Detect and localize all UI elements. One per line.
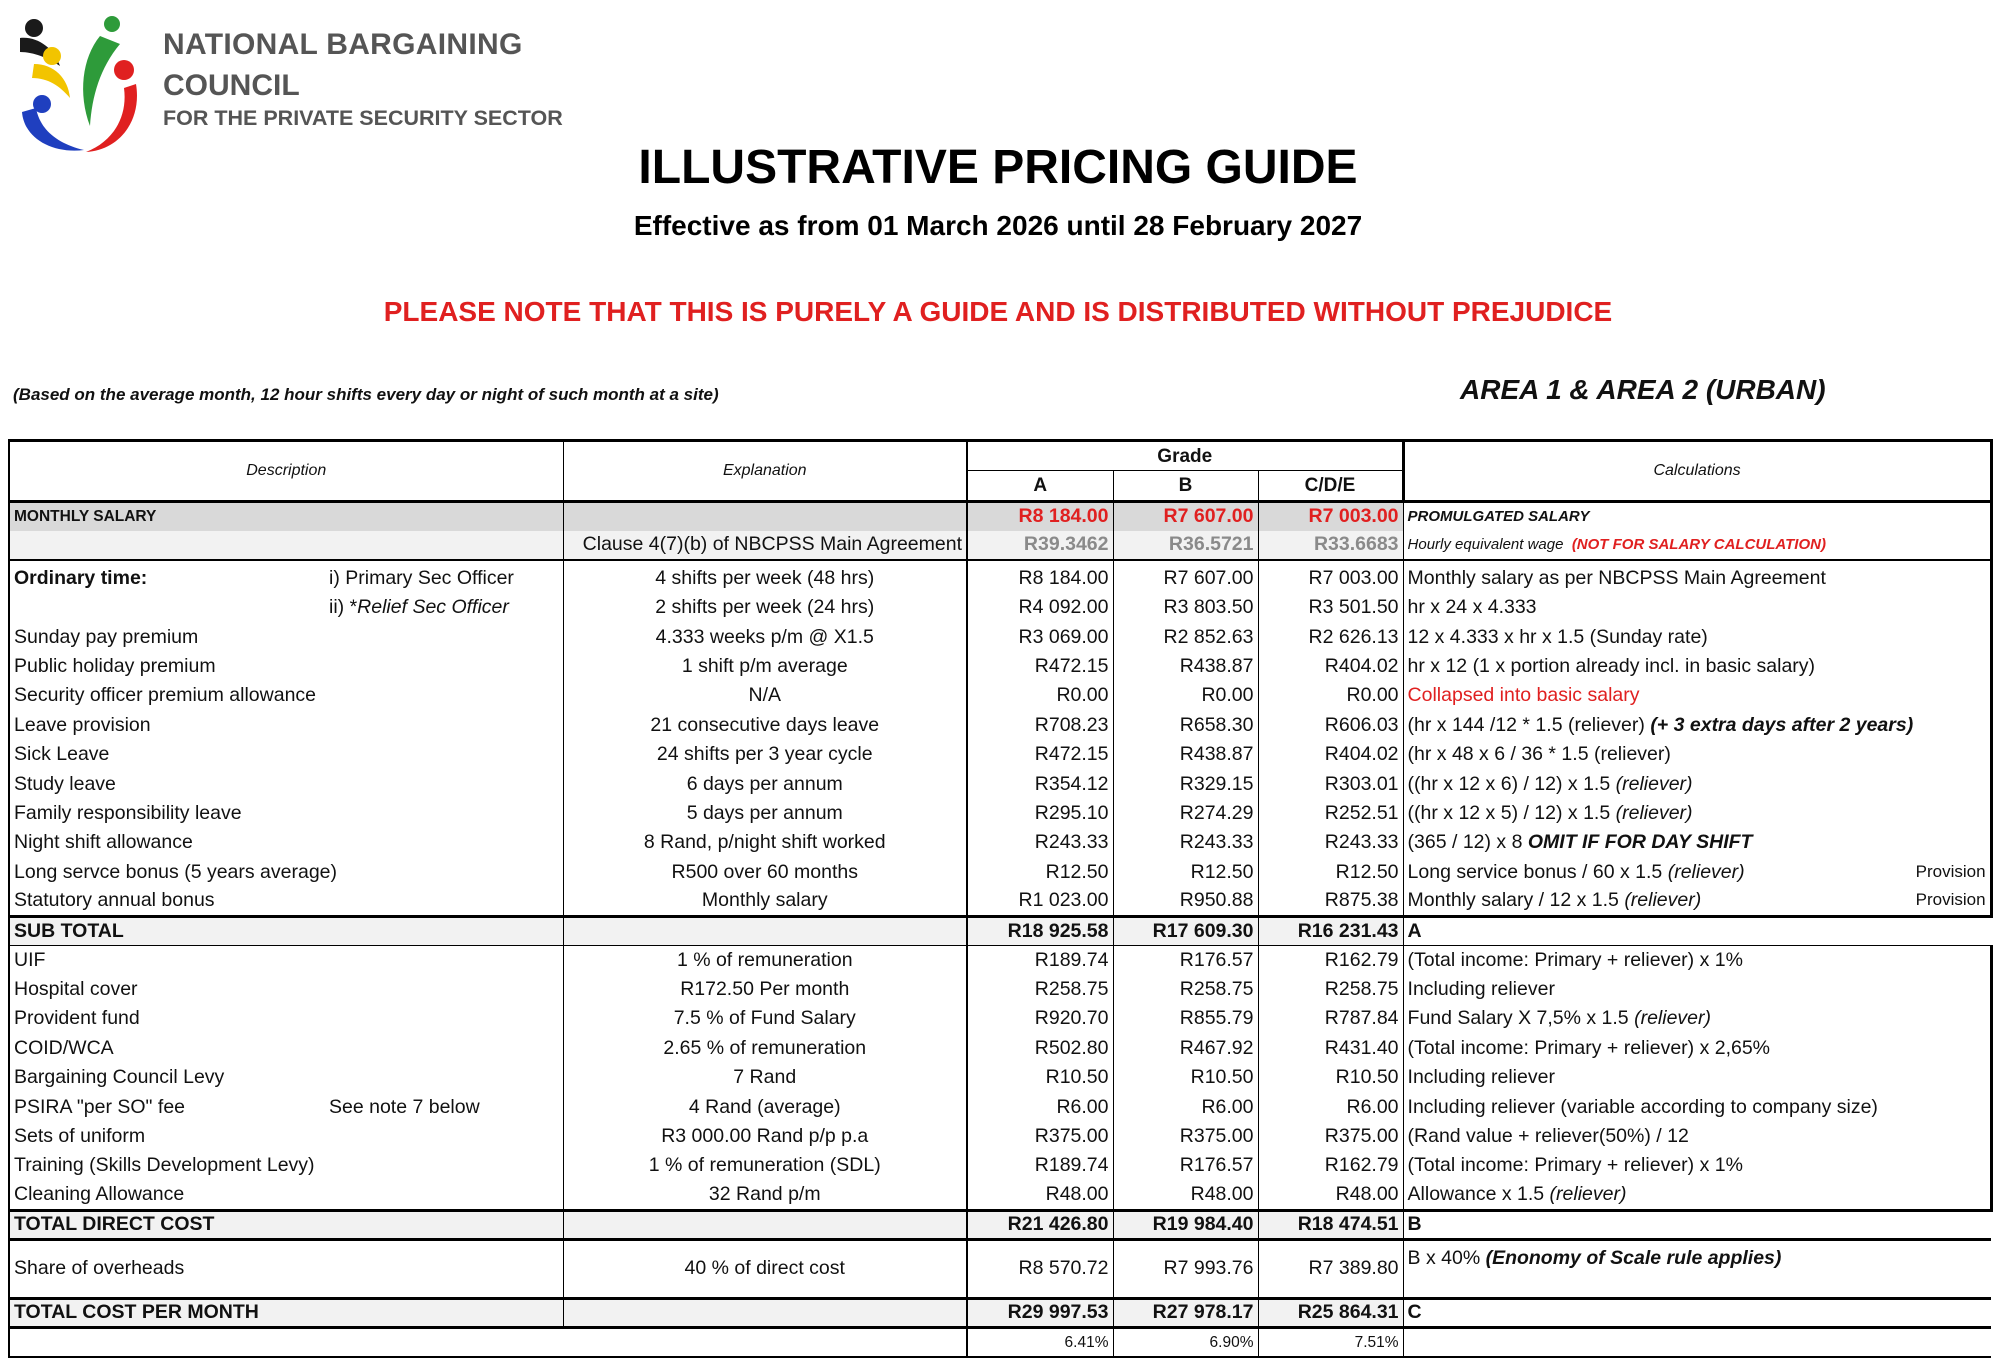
ordinary-primary-c: R7 003.00	[1258, 564, 1403, 593]
row-description: Hospital cover	[14, 978, 138, 1001]
row-calculation: Fund Salary X 7,5% x 1.5	[1407, 1007, 1629, 1030]
table-row	[9, 652, 1991, 681]
total-month-calc: C	[1403, 1298, 1991, 1327]
hourly-calc: Hourly equivalent wage	[1407, 536, 1564, 554]
row-value-b: R48.00	[1113, 1181, 1258, 1210]
row-description: Long servce bonus (5 years average)	[14, 860, 338, 883]
header-description: Description	[9, 441, 563, 502]
row-calculation: Allowance x 1.5	[1407, 1182, 1545, 1205]
row-value-b: R950.88	[1113, 887, 1258, 916]
row-explanation: R172.50 Per month	[563, 975, 967, 1004]
table-row	[9, 1005, 1991, 1034]
row-calculation: (Rand value + reliever(50%) / 12	[1407, 1124, 1689, 1147]
row-explanation: 8 Rand, p/night shift worked	[563, 828, 967, 857]
row-calculation: (hr x 144 /12 * 1.5 (reliever)	[1407, 713, 1645, 736]
header-calculations: Calculations	[1403, 441, 1991, 502]
basis-note: (Based on the average month, 12 hour shifts every day or night of such month at a site)	[13, 385, 719, 404]
row-description: PSIRA "per SO" fee	[14, 1095, 186, 1118]
row-description: COID/WCA	[14, 1036, 114, 1059]
table-row	[9, 1181, 1991, 1210]
table-row	[9, 1093, 1991, 1122]
nbcpss-logo-icon	[12, 8, 150, 158]
table-row	[9, 946, 1991, 975]
row-value-c: R2 626.13	[1258, 623, 1403, 652]
total-month-c: R25 864.31	[1258, 1298, 1403, 1327]
row-explanation: 7.5 % of Fund Salary	[563, 1005, 967, 1034]
hourly-calc-note: (NOT FOR SALARY CALCULATION)	[1571, 536, 1826, 554]
row-value-c: R787.84	[1258, 1005, 1403, 1034]
monthly-salary-calc: PROMULGATED SALARY	[1403, 501, 1991, 530]
row-description: Leave provision	[14, 713, 151, 736]
row-value-a: R502.80	[967, 1034, 1113, 1063]
row-note: See note 7 below	[329, 1095, 480, 1118]
row-value-b: R438.87	[1113, 740, 1258, 769]
header-grade: Grade	[967, 441, 1403, 471]
row-total-month	[9, 1298, 1991, 1327]
ordinary-label: Ordinary time:	[14, 566, 148, 589]
row-description: Provident fund	[14, 1007, 140, 1030]
row-value-c: R12.50	[1258, 858, 1403, 887]
row-description: Security officer premium allowance	[14, 684, 317, 707]
total-month-b: R27 978.17	[1113, 1298, 1258, 1327]
page-title: ILLUSTRATIVE PRICING GUIDE	[638, 141, 1358, 194]
ordinary-primary-calc: Monthly salary as per NBCPSS Main Agreement	[1403, 564, 1991, 593]
row-value-b: R375.00	[1113, 1122, 1258, 1151]
row-value-c: R303.01	[1258, 770, 1403, 799]
row-value-c: R252.51	[1258, 799, 1403, 828]
row-calculation: hr x 12 (1 x portion already incl. in basic salary)	[1407, 655, 1816, 678]
row-calculation: (hr x 48 x 6 / 36 * 1.5 (reliever)	[1407, 743, 1671, 766]
row-calculation: Including reliever (variable according to company size)	[1407, 1095, 1878, 1118]
row-value-b: R2 852.63	[1113, 623, 1258, 652]
row-value-a: R48.00	[967, 1181, 1113, 1210]
row-value-c: R404.02	[1258, 652, 1403, 681]
row-monthly-salary	[9, 501, 1991, 530]
row-description: UIF	[14, 948, 46, 971]
row-calculation: (Total income: Primary + reliever) x 1%	[1407, 948, 1743, 971]
row-total-direct	[9, 1210, 1991, 1239]
header-grade-cde: C/D/E	[1258, 471, 1403, 501]
percent-b: 6.90%	[1113, 1328, 1258, 1357]
ordinary-relief-prefix: ii) *	[329, 596, 358, 619]
percent-c: 7.51%	[1258, 1328, 1403, 1357]
row-value-c: R375.00	[1258, 1122, 1403, 1151]
row-calculation: (Total income: Primary + reliever) x 1%	[1407, 1154, 1743, 1177]
table-row	[9, 1063, 1991, 1092]
row-value-b: R274.29	[1113, 799, 1258, 828]
row-explanation: 1 % of remuneration	[563, 946, 967, 975]
ordinary-primary-b: R7 607.00	[1113, 564, 1258, 593]
table-row	[9, 740, 1991, 769]
row-description: Statutory annual bonus	[14, 889, 215, 912]
row-explanation: 21 consecutive days leave	[563, 711, 967, 740]
row-explanation: 5 days per annum	[563, 799, 967, 828]
table-row	[9, 1122, 1991, 1151]
row-value-b: R243.33	[1113, 828, 1258, 857]
row-calculation: 12 x 4.333 x hr x 1.5 (Sunday rate)	[1407, 625, 1708, 648]
row-calculation-extra: (reliever)	[1549, 1182, 1627, 1205]
row-value-b: R329.15	[1113, 770, 1258, 799]
row-calculation-extra: (reliever)	[1615, 801, 1693, 824]
ordinary-relief-expl: 2 shifts per week (24 hrs)	[563, 593, 967, 622]
percent-a: 6.41%	[967, 1328, 1113, 1357]
row-hourly	[9, 531, 1991, 560]
row-value-a: R375.00	[967, 1122, 1113, 1151]
subtotal-label: SUB TOTAL	[9, 916, 563, 945]
row-value-a: R258.75	[967, 975, 1113, 1004]
row-description: Family responsibility leave	[14, 801, 242, 824]
page-subtitle: Effective as from 01 March 2026 until 28 February 2027	[633, 210, 1363, 241]
row-description: Sets of uniform	[14, 1124, 146, 1147]
row-calculation-extra: (reliever)	[1624, 889, 1702, 912]
row-value-c: R404.02	[1258, 740, 1403, 769]
row-calculation: Including reliever	[1407, 978, 1555, 1001]
row-explanation: R3 000.00 Rand p/p p.a	[563, 1122, 967, 1151]
table-row	[9, 682, 1991, 711]
total-direct-c: R18 474.51	[1258, 1210, 1403, 1239]
row-explanation: 6 days per annum	[563, 770, 967, 799]
row-explanation: 24 shifts per 3 year cycle	[563, 740, 967, 769]
row-explanation: 32 Rand p/m	[563, 1181, 967, 1210]
row-value-c: R431.40	[1258, 1034, 1403, 1063]
row-value-b: R176.57	[1113, 1151, 1258, 1180]
hourly-b: R36.5721	[1113, 531, 1258, 560]
hourly-a: R39.3462	[967, 531, 1113, 560]
row-ordinary-relief	[9, 593, 1991, 622]
total-month-a: R29 997.53	[967, 1298, 1113, 1327]
overheads-calc-extra: (Enonomy of Scale rule applies)	[1485, 1247, 1782, 1269]
overheads-calc: B x 40%	[1407, 1247, 1481, 1269]
row-explanation: 1 shift p/m average	[563, 652, 967, 681]
org-name-line2: COUNCIL	[163, 69, 300, 102]
row-calculation-extra: (reliever)	[1634, 1007, 1712, 1030]
row-calculation: Including reliever	[1407, 1066, 1555, 1089]
overheads-a: R8 570.72	[967, 1240, 1113, 1299]
row-value-c: R162.79	[1258, 946, 1403, 975]
ordinary-primary-a: R8 184.00	[967, 564, 1113, 593]
row-value-b: R0.00	[1113, 682, 1258, 711]
row-value-a: R295.10	[967, 799, 1113, 828]
row-explanation: 1 % of remuneration (SDL)	[563, 1151, 967, 1180]
monthly-salary-b: R7 607.00	[1113, 501, 1258, 530]
row-value-c: R6.00	[1258, 1093, 1403, 1122]
row-value-b: R6.00	[1113, 1093, 1258, 1122]
row-value-b: R12.50	[1113, 858, 1258, 887]
row-value-c: R10.50	[1258, 1063, 1403, 1092]
org-name-line1: NATIONAL BARGAINING	[163, 28, 523, 61]
row-explanation: R500 over 60 months	[563, 858, 967, 887]
hourly-c: R33.6683	[1258, 531, 1403, 560]
row-value-a: R708.23	[967, 711, 1113, 740]
row-description: Night shift allowance	[14, 831, 193, 854]
row-calculation: (365 / 12) x 8	[1407, 831, 1523, 854]
row-value-b: R855.79	[1113, 1005, 1258, 1034]
monthly-salary-label: MONTHLY SALARY	[9, 501, 563, 530]
table-row	[9, 770, 1991, 799]
row-value-a: R6.00	[967, 1093, 1113, 1122]
row-calculation: ((hr x 12 x 5) / 12) x 1.5	[1407, 801, 1611, 824]
table-row	[9, 799, 1991, 828]
row-calculation-extra: (reliever)	[1667, 860, 1745, 883]
row-explanation: 4.333 weeks p/m @ X1.5	[563, 623, 967, 652]
overheads-expl: 40 % of direct cost	[563, 1240, 967, 1299]
row-description: Sick Leave	[14, 743, 110, 766]
ordinary-relief-b: R3 803.50	[1113, 593, 1258, 622]
row-description: Training (Skills Development Levy)	[14, 1154, 315, 1177]
ordinary-primary-label: i) Primary Sec Officer	[329, 566, 514, 589]
pricing-table	[8, 439, 1993, 1358]
row-value-a: R472.15	[967, 652, 1113, 681]
row-description: Study leave	[14, 772, 116, 795]
subtotal-calc: A	[1403, 916, 1991, 945]
subtotal-b: R17 609.30	[1113, 916, 1258, 945]
row-calculation: Collapsed into basic salary	[1407, 684, 1640, 707]
row-value-b: R10.50	[1113, 1063, 1258, 1092]
row-value-a: R3 069.00	[967, 623, 1113, 652]
org-name-line3: FOR THE PRIVATE SECURITY SECTOR	[163, 106, 563, 130]
row-percent	[9, 1328, 1991, 1357]
row-subtotal	[9, 916, 1991, 945]
area-label: AREA 1 & AREA 2 (URBAN)	[1460, 374, 1826, 405]
overheads-b: R7 993.76	[1113, 1240, 1258, 1299]
table-row	[9, 887, 1991, 916]
row-value-a: R354.12	[967, 770, 1113, 799]
subtotal-a: R18 925.58	[967, 916, 1113, 945]
ordinary-relief-label: Relief Sec Officer	[357, 596, 509, 619]
row-description: Sunday pay premium	[14, 625, 199, 648]
row-value-c: R48.00	[1258, 1181, 1403, 1210]
ordinary-primary-expl: 4 shifts per week (48 hrs)	[563, 564, 967, 593]
ordinary-relief-calc: hr x 24 x 4.333	[1403, 593, 1991, 622]
row-value-b: R467.92	[1113, 1034, 1258, 1063]
row-description: Cleaning Allowance	[14, 1182, 185, 1205]
row-value-c: R0.00	[1258, 682, 1403, 711]
row-description: Public holiday premium	[14, 655, 216, 678]
row-calculation: (Total income: Primary + reliever) x 2,65%	[1407, 1036, 1771, 1059]
row-value-c: R162.79	[1258, 1151, 1403, 1180]
overheads-c: R7 389.80	[1258, 1240, 1403, 1299]
ordinary-relief-a: R4 092.00	[967, 593, 1113, 622]
table-row	[9, 1151, 1991, 1180]
row-explanation: 4 Rand (average)	[563, 1093, 967, 1122]
header-grade-a: A	[967, 471, 1113, 501]
total-direct-label: TOTAL DIRECT COST	[9, 1210, 563, 1239]
ordinary-relief-c: R3 501.50	[1258, 593, 1403, 622]
row-calculation: Monthly salary / 12 x 1.5	[1407, 889, 1619, 912]
overheads-desc: Share of overheads	[9, 1240, 563, 1299]
row-value-a: R472.15	[967, 740, 1113, 769]
row-value-a: R10.50	[967, 1063, 1113, 1092]
header-grade-b: B	[1113, 471, 1258, 501]
row-value-a: R12.50	[967, 858, 1113, 887]
row-explanation: N/A	[563, 682, 967, 711]
hourly-explanation: Clause 4(7)(b) of NBCPSS Main Agreement	[563, 531, 967, 560]
total-direct-a: R21 426.80	[967, 1210, 1113, 1239]
row-explanation: Monthly salary	[563, 887, 967, 916]
subtotal-c: R16 231.43	[1258, 916, 1403, 945]
row-value-b: R658.30	[1113, 711, 1258, 740]
total-month-label: TOTAL COST PER MONTH	[9, 1298, 563, 1327]
row-side-label: Provision	[1915, 861, 1986, 881]
row-value-b: R176.57	[1113, 946, 1258, 975]
row-calculation-extra: (+ 3 extra days after 2 years)	[1650, 713, 1914, 736]
row-calculation-extra: OMIT IF FOR DAY SHIFT	[1527, 831, 1753, 854]
row-explanation: 2.65 % of remuneration	[563, 1034, 967, 1063]
total-direct-calc: B	[1403, 1210, 1991, 1239]
row-value-a: R0.00	[967, 682, 1113, 711]
row-overheads	[9, 1240, 1991, 1299]
table-row	[9, 828, 1991, 857]
row-value-c: R875.38	[1258, 887, 1403, 916]
disclaimer-notice: PLEASE NOTE THAT THIS IS PURELY A GUIDE AND IS DISTRIBUTED WITHOUT PREJUDICE	[383, 296, 1613, 327]
row-description: Bargaining Council Levy	[14, 1066, 225, 1089]
table-row	[9, 623, 1991, 652]
row-side-label: Provision	[1915, 890, 1986, 910]
row-value-b: R438.87	[1113, 652, 1258, 681]
row-value-a: R920.70	[967, 1005, 1113, 1034]
row-calculation-extra: (reliever)	[1615, 772, 1693, 795]
table-row	[9, 1034, 1991, 1063]
row-value-a: R243.33	[967, 828, 1113, 857]
table-row	[9, 711, 1991, 740]
monthly-salary-c: R7 003.00	[1258, 501, 1403, 530]
row-value-c: R258.75	[1258, 975, 1403, 1004]
total-direct-b: R19 984.40	[1113, 1210, 1258, 1239]
row-value-a: R189.74	[967, 946, 1113, 975]
row-ordinary-primary	[9, 564, 1991, 593]
table-row	[9, 975, 1991, 1004]
row-calculation: ((hr x 12 x 6) / 12) x 1.5	[1407, 772, 1611, 795]
row-explanation: 7 Rand	[563, 1063, 967, 1092]
row-value-a: R1 023.00	[967, 887, 1113, 916]
table-row	[9, 858, 1991, 887]
row-value-b: R258.75	[1113, 975, 1258, 1004]
row-value-a: R189.74	[967, 1151, 1113, 1180]
monthly-salary-a: R8 184.00	[967, 501, 1113, 530]
row-calculation: Long service bonus / 60 x 1.5	[1407, 860, 1663, 883]
header-explanation: Explanation	[563, 441, 967, 502]
row-value-c: R606.03	[1258, 711, 1403, 740]
row-value-c: R243.33	[1258, 828, 1403, 857]
